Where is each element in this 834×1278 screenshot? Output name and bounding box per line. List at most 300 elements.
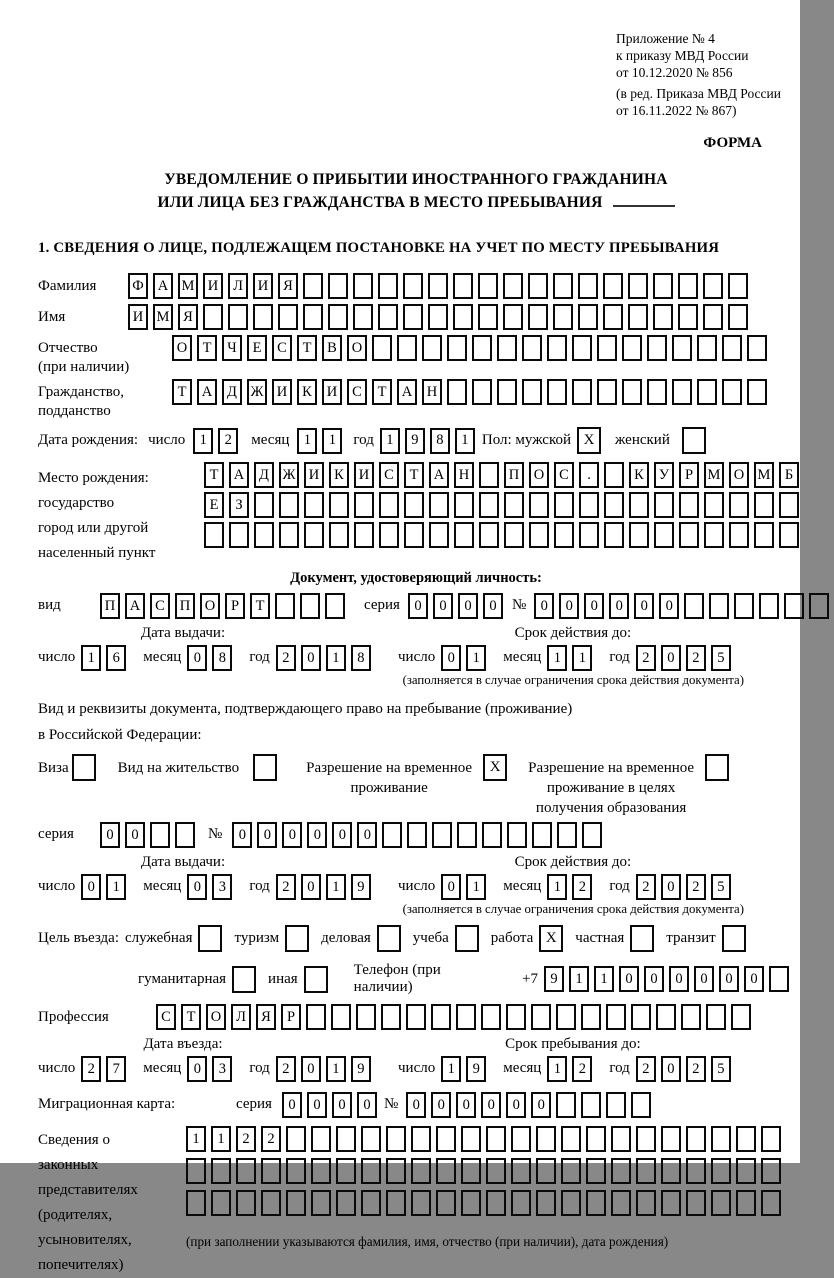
char-cell[interactable]: И xyxy=(354,462,374,488)
char-cell[interactable] xyxy=(553,273,573,299)
char-cell[interactable] xyxy=(709,593,729,619)
char-cell[interactable]: Т xyxy=(172,379,192,405)
char-cell[interactable] xyxy=(403,304,423,330)
char-cell[interactable]: 0 xyxy=(332,1092,352,1118)
char-cell[interactable]: И xyxy=(203,273,223,299)
char-cell[interactable]: 9 xyxy=(405,428,425,454)
char-cell[interactable] xyxy=(531,1004,551,1030)
checkbox-residence-permit[interactable] xyxy=(253,754,277,781)
char-cell[interactable]: О xyxy=(200,593,220,619)
char-cell[interactable]: 1 xyxy=(547,874,567,900)
char-cell[interactable] xyxy=(557,822,577,848)
char-cell[interactable] xyxy=(482,822,502,848)
char-cell[interactable] xyxy=(407,822,427,848)
char-cell[interactable] xyxy=(286,1190,306,1216)
char-cell[interactable]: 1 xyxy=(81,645,101,671)
checkbox-male[interactable]: X xyxy=(577,427,601,454)
char-cell[interactable] xyxy=(453,273,473,299)
char-cell[interactable]: 3 xyxy=(212,1056,232,1082)
char-cell[interactable] xyxy=(203,304,223,330)
char-cell[interactable] xyxy=(731,1004,751,1030)
char-cell[interactable] xyxy=(328,304,348,330)
char-cell[interactable] xyxy=(784,593,804,619)
char-cell[interactable]: Я xyxy=(178,304,198,330)
char-cell[interactable]: И xyxy=(128,304,148,330)
char-cell[interactable] xyxy=(211,1190,231,1216)
char-cell[interactable]: 0 xyxy=(559,593,579,619)
char-cell[interactable]: Е xyxy=(247,335,267,361)
char-cell[interactable]: 1 xyxy=(547,645,567,671)
char-cell[interactable]: 2 xyxy=(636,1056,656,1082)
char-cell[interactable]: 0 xyxy=(584,593,604,619)
char-cell[interactable]: Н xyxy=(422,379,442,405)
char-cell[interactable] xyxy=(261,1190,281,1216)
char-cell[interactable]: 5 xyxy=(711,1056,731,1082)
char-cell[interactable]: И xyxy=(322,379,342,405)
char-cell[interactable]: Р xyxy=(225,593,245,619)
char-cell[interactable]: 2 xyxy=(236,1126,256,1152)
char-cell[interactable]: 0 xyxy=(232,822,252,848)
char-cell[interactable]: А xyxy=(429,462,449,488)
char-cell[interactable] xyxy=(497,335,517,361)
char-cell[interactable] xyxy=(603,273,623,299)
char-cell[interactable] xyxy=(606,1092,626,1118)
char-cell[interactable]: 0 xyxy=(634,593,654,619)
char-cell[interactable] xyxy=(711,1190,731,1216)
char-cell[interactable] xyxy=(728,273,748,299)
char-cell[interactable] xyxy=(486,1158,506,1184)
char-cell[interactable]: 0 xyxy=(441,645,461,671)
char-cell[interactable] xyxy=(382,822,402,848)
char-cell[interactable] xyxy=(479,522,499,548)
char-cell[interactable]: К xyxy=(629,462,649,488)
char-cell[interactable]: 0 xyxy=(456,1092,476,1118)
char-cell[interactable] xyxy=(597,335,617,361)
char-cell[interactable] xyxy=(454,522,474,548)
char-cell[interactable] xyxy=(379,522,399,548)
char-cell[interactable]: С xyxy=(150,593,170,619)
char-cell[interactable] xyxy=(275,593,295,619)
char-cell[interactable]: А xyxy=(125,593,145,619)
checkbox-temp-permit[interactable]: X xyxy=(483,754,507,781)
char-cell[interactable]: О xyxy=(729,462,749,488)
char-cell[interactable] xyxy=(629,492,649,518)
char-cell[interactable]: . xyxy=(579,462,599,488)
char-cell[interactable]: 0 xyxy=(661,645,681,671)
char-cell[interactable] xyxy=(311,1126,331,1152)
char-cell[interactable]: 3 xyxy=(212,874,232,900)
char-cell[interactable]: 0 xyxy=(694,966,714,992)
char-cell[interactable] xyxy=(186,1158,206,1184)
char-cell[interactable]: 0 xyxy=(301,645,321,671)
char-cell[interactable]: О xyxy=(529,462,549,488)
char-cell[interactable] xyxy=(579,492,599,518)
char-cell[interactable]: 8 xyxy=(351,645,371,671)
char-cell[interactable] xyxy=(486,1126,506,1152)
char-cell[interactable]: С xyxy=(554,462,574,488)
char-cell[interactable] xyxy=(303,304,323,330)
char-cell[interactable]: 2 xyxy=(218,428,238,454)
char-cell[interactable]: Т xyxy=(297,335,317,361)
char-cell[interactable] xyxy=(411,1190,431,1216)
char-cell[interactable] xyxy=(679,522,699,548)
char-cell[interactable] xyxy=(679,492,699,518)
char-cell[interactable]: 0 xyxy=(531,1092,551,1118)
char-cell[interactable] xyxy=(704,522,724,548)
char-cell[interactable] xyxy=(504,522,524,548)
char-cell[interactable]: 0 xyxy=(506,1092,526,1118)
char-cell[interactable] xyxy=(356,1004,376,1030)
char-cell[interactable] xyxy=(736,1158,756,1184)
char-cell[interactable]: Ж xyxy=(279,462,299,488)
char-cell[interactable]: 2 xyxy=(261,1126,281,1152)
char-cell[interactable] xyxy=(729,492,749,518)
char-cell[interactable] xyxy=(236,1158,256,1184)
char-cell[interactable] xyxy=(759,593,779,619)
char-cell[interactable] xyxy=(586,1158,606,1184)
char-cell[interactable]: П xyxy=(100,593,120,619)
char-cell[interactable] xyxy=(325,593,345,619)
char-cell[interactable]: Р xyxy=(281,1004,301,1030)
char-cell[interactable] xyxy=(236,1190,256,1216)
char-cell[interactable]: 0 xyxy=(744,966,764,992)
char-cell[interactable]: З xyxy=(229,492,249,518)
char-cell[interactable] xyxy=(361,1126,381,1152)
char-cell[interactable]: 1 xyxy=(322,428,342,454)
char-cell[interactable] xyxy=(622,379,642,405)
char-cell[interactable] xyxy=(628,304,648,330)
char-cell[interactable]: О xyxy=(206,1004,226,1030)
char-cell[interactable] xyxy=(604,462,624,488)
char-cell[interactable]: К xyxy=(329,462,349,488)
char-cell[interactable] xyxy=(661,1126,681,1152)
char-cell[interactable] xyxy=(479,492,499,518)
char-cell[interactable] xyxy=(411,1126,431,1152)
char-cell[interactable]: 1 xyxy=(326,874,346,900)
char-cell[interactable] xyxy=(528,304,548,330)
checkbox-turizm[interactable] xyxy=(285,925,309,952)
char-cell[interactable] xyxy=(447,379,467,405)
char-cell[interactable] xyxy=(686,1158,706,1184)
char-cell[interactable]: 9 xyxy=(351,1056,371,1082)
char-cell[interactable]: 0 xyxy=(187,874,207,900)
char-cell[interactable] xyxy=(436,1190,456,1216)
char-cell[interactable]: Д xyxy=(254,462,274,488)
char-cell[interactable] xyxy=(532,822,552,848)
char-cell[interactable] xyxy=(286,1158,306,1184)
char-cell[interactable] xyxy=(636,1190,656,1216)
char-cell[interactable] xyxy=(403,273,423,299)
char-cell[interactable] xyxy=(479,462,499,488)
char-cell[interactable] xyxy=(684,593,704,619)
char-cell[interactable]: К xyxy=(297,379,317,405)
char-cell[interactable] xyxy=(381,1004,401,1030)
char-cell[interactable]: 1 xyxy=(211,1126,231,1152)
char-cell[interactable] xyxy=(528,273,548,299)
char-cell[interactable] xyxy=(761,1158,781,1184)
char-cell[interactable]: Т xyxy=(197,335,217,361)
char-cell[interactable] xyxy=(653,304,673,330)
char-cell[interactable] xyxy=(761,1126,781,1152)
char-cell[interactable]: Т xyxy=(372,379,392,405)
char-cell[interactable]: 0 xyxy=(307,822,327,848)
checkbox-edu-permit[interactable] xyxy=(705,754,729,781)
char-cell[interactable]: 2 xyxy=(572,1056,592,1082)
char-cell[interactable] xyxy=(461,1158,481,1184)
char-cell[interactable] xyxy=(447,335,467,361)
char-cell[interactable]: Т xyxy=(181,1004,201,1030)
char-cell[interactable]: 0 xyxy=(307,1092,327,1118)
char-cell[interactable] xyxy=(453,304,473,330)
char-cell[interactable] xyxy=(304,492,324,518)
char-cell[interactable] xyxy=(604,492,624,518)
char-cell[interactable] xyxy=(611,1158,631,1184)
char-cell[interactable]: 0 xyxy=(408,593,428,619)
char-cell[interactable]: С xyxy=(156,1004,176,1030)
char-cell[interactable]: А xyxy=(229,462,249,488)
char-cell[interactable]: 1 xyxy=(547,1056,567,1082)
char-cell[interactable] xyxy=(354,492,374,518)
char-cell[interactable] xyxy=(622,335,642,361)
char-cell[interactable] xyxy=(686,1126,706,1152)
char-cell[interactable] xyxy=(586,1126,606,1152)
char-cell[interactable] xyxy=(728,304,748,330)
char-cell[interactable] xyxy=(572,379,592,405)
char-cell[interactable]: Т xyxy=(204,462,224,488)
char-cell[interactable] xyxy=(736,1190,756,1216)
char-cell[interactable] xyxy=(636,1126,656,1152)
char-cell[interactable]: 1 xyxy=(466,874,486,900)
char-cell[interactable]: 1 xyxy=(297,428,317,454)
char-cell[interactable] xyxy=(697,335,717,361)
char-cell[interactable] xyxy=(478,273,498,299)
char-cell[interactable] xyxy=(436,1126,456,1152)
char-cell[interactable]: 2 xyxy=(276,874,296,900)
char-cell[interactable]: 5 xyxy=(711,874,731,900)
char-cell[interactable] xyxy=(561,1158,581,1184)
char-cell[interactable]: 0 xyxy=(282,822,302,848)
char-cell[interactable] xyxy=(328,273,348,299)
char-cell[interactable]: 0 xyxy=(357,822,377,848)
char-cell[interactable] xyxy=(572,335,592,361)
char-cell[interactable]: Ф xyxy=(128,273,148,299)
char-cell[interactable]: 8 xyxy=(212,645,232,671)
char-cell[interactable]: У xyxy=(654,462,674,488)
char-cell[interactable]: 2 xyxy=(276,645,296,671)
char-cell[interactable]: 0 xyxy=(187,1056,207,1082)
char-cell[interactable] xyxy=(703,304,723,330)
char-cell[interactable] xyxy=(722,335,742,361)
char-cell[interactable] xyxy=(511,1126,531,1152)
char-cell[interactable]: Л xyxy=(228,273,248,299)
char-cell[interactable] xyxy=(547,335,567,361)
char-cell[interactable] xyxy=(261,1158,281,1184)
char-cell[interactable]: 6 xyxy=(106,645,126,671)
char-cell[interactable] xyxy=(404,522,424,548)
char-cell[interactable]: 1 xyxy=(455,428,475,454)
char-cell[interactable] xyxy=(378,273,398,299)
char-cell[interactable]: И xyxy=(272,379,292,405)
char-cell[interactable]: 9 xyxy=(544,966,564,992)
char-cell[interactable]: И xyxy=(253,273,273,299)
char-cell[interactable]: 2 xyxy=(636,645,656,671)
char-cell[interactable] xyxy=(647,379,667,405)
char-cell[interactable]: 8 xyxy=(430,428,450,454)
char-cell[interactable]: 1 xyxy=(186,1126,206,1152)
char-cell[interactable]: 0 xyxy=(282,1092,302,1118)
char-cell[interactable]: 2 xyxy=(686,645,706,671)
char-cell[interactable]: 0 xyxy=(406,1092,426,1118)
char-cell[interactable] xyxy=(336,1126,356,1152)
char-cell[interactable] xyxy=(186,1190,206,1216)
char-cell[interactable]: 2 xyxy=(686,874,706,900)
char-cell[interactable] xyxy=(507,822,527,848)
char-cell[interactable]: 0 xyxy=(301,1056,321,1082)
char-cell[interactable] xyxy=(706,1004,726,1030)
char-cell[interactable]: 0 xyxy=(433,593,453,619)
char-cell[interactable]: М xyxy=(754,462,774,488)
char-cell[interactable]: 0 xyxy=(661,874,681,900)
char-cell[interactable] xyxy=(711,1126,731,1152)
char-cell[interactable]: 0 xyxy=(125,822,145,848)
char-cell[interactable] xyxy=(578,273,598,299)
char-cell[interactable] xyxy=(211,1158,231,1184)
char-cell[interactable]: Е xyxy=(204,492,224,518)
char-cell[interactable] xyxy=(556,1092,576,1118)
char-cell[interactable] xyxy=(704,492,724,518)
char-cell[interactable] xyxy=(411,1158,431,1184)
char-cell[interactable] xyxy=(378,304,398,330)
char-cell[interactable] xyxy=(253,304,273,330)
char-cell[interactable] xyxy=(354,522,374,548)
char-cell[interactable] xyxy=(536,1158,556,1184)
char-cell[interactable]: 9 xyxy=(351,874,371,900)
char-cell[interactable] xyxy=(734,593,754,619)
char-cell[interactable] xyxy=(386,1190,406,1216)
char-cell[interactable] xyxy=(553,304,573,330)
char-cell[interactable] xyxy=(306,1004,326,1030)
char-cell[interactable] xyxy=(300,593,320,619)
char-cell[interactable] xyxy=(631,1092,651,1118)
char-cell[interactable]: 2 xyxy=(276,1056,296,1082)
char-cell[interactable] xyxy=(379,492,399,518)
char-cell[interactable]: О xyxy=(172,335,192,361)
char-cell[interactable] xyxy=(703,273,723,299)
char-cell[interactable] xyxy=(672,335,692,361)
char-cell[interactable] xyxy=(631,1004,651,1030)
char-cell[interactable] xyxy=(511,1190,531,1216)
char-cell[interactable] xyxy=(472,379,492,405)
char-cell[interactable] xyxy=(503,304,523,330)
char-cell[interactable]: С xyxy=(379,462,399,488)
char-cell[interactable] xyxy=(228,304,248,330)
char-cell[interactable] xyxy=(361,1190,381,1216)
char-cell[interactable]: 0 xyxy=(81,874,101,900)
char-cell[interactable]: 1 xyxy=(326,1056,346,1082)
checkbox-ucheba[interactable] xyxy=(455,925,479,952)
char-cell[interactable]: С xyxy=(272,335,292,361)
char-cell[interactable] xyxy=(386,1158,406,1184)
char-cell[interactable] xyxy=(779,492,799,518)
char-cell[interactable] xyxy=(279,492,299,518)
char-cell[interactable] xyxy=(611,1126,631,1152)
char-cell[interactable] xyxy=(406,1004,426,1030)
char-cell[interactable] xyxy=(597,379,617,405)
char-cell[interactable] xyxy=(404,492,424,518)
char-cell[interactable] xyxy=(150,822,170,848)
char-cell[interactable]: С xyxy=(347,379,367,405)
char-cell[interactable] xyxy=(754,522,774,548)
char-cell[interactable]: 1 xyxy=(106,874,126,900)
char-cell[interactable] xyxy=(604,522,624,548)
checkbox-sluzhebnaya[interactable] xyxy=(198,925,222,952)
char-cell[interactable] xyxy=(606,1004,626,1030)
char-cell[interactable]: 1 xyxy=(441,1056,461,1082)
char-cell[interactable] xyxy=(779,522,799,548)
char-cell[interactable]: 0 xyxy=(661,1056,681,1082)
char-cell[interactable] xyxy=(175,822,195,848)
char-cell[interactable]: А xyxy=(153,273,173,299)
checkbox-gumanitarnaya[interactable] xyxy=(232,966,256,993)
char-cell[interactable] xyxy=(286,1126,306,1152)
char-cell[interactable] xyxy=(329,492,349,518)
char-cell[interactable] xyxy=(672,379,692,405)
char-cell[interactable]: 0 xyxy=(187,645,207,671)
char-cell[interactable] xyxy=(304,522,324,548)
char-cell[interactable]: 1 xyxy=(380,428,400,454)
char-cell[interactable]: 0 xyxy=(441,874,461,900)
char-cell[interactable]: 0 xyxy=(534,593,554,619)
char-cell[interactable] xyxy=(529,522,549,548)
char-cell[interactable] xyxy=(336,1158,356,1184)
char-cell[interactable] xyxy=(697,379,717,405)
char-cell[interactable] xyxy=(586,1190,606,1216)
char-cell[interactable]: 0 xyxy=(257,822,277,848)
char-cell[interactable] xyxy=(636,1158,656,1184)
char-cell[interactable] xyxy=(204,522,224,548)
char-cell[interactable]: 0 xyxy=(644,966,664,992)
char-cell[interactable] xyxy=(678,304,698,330)
char-cell[interactable] xyxy=(454,492,474,518)
char-cell[interactable]: 2 xyxy=(572,874,592,900)
char-cell[interactable]: 9 xyxy=(466,1056,486,1082)
char-cell[interactable] xyxy=(254,492,274,518)
char-cell[interactable]: Р xyxy=(679,462,699,488)
char-cell[interactable] xyxy=(654,492,674,518)
char-cell[interactable] xyxy=(761,1190,781,1216)
char-cell[interactable] xyxy=(511,1158,531,1184)
char-cell[interactable] xyxy=(628,273,648,299)
char-cell[interactable] xyxy=(722,379,742,405)
char-cell[interactable]: 5 xyxy=(711,645,731,671)
char-cell[interactable]: О xyxy=(347,335,367,361)
checkbox-chastnaya[interactable] xyxy=(630,925,654,952)
char-cell[interactable] xyxy=(711,1158,731,1184)
char-cell[interactable] xyxy=(578,304,598,330)
char-cell[interactable]: 0 xyxy=(669,966,689,992)
char-cell[interactable]: Л xyxy=(231,1004,251,1030)
char-cell[interactable] xyxy=(503,273,523,299)
char-cell[interactable] xyxy=(736,1126,756,1152)
checkbox-visa[interactable] xyxy=(72,754,96,781)
char-cell[interactable]: 1 xyxy=(326,645,346,671)
char-cell[interactable] xyxy=(429,522,449,548)
char-cell[interactable] xyxy=(522,379,542,405)
char-cell[interactable] xyxy=(554,492,574,518)
char-cell[interactable] xyxy=(386,1126,406,1152)
char-cell[interactable] xyxy=(397,335,417,361)
char-cell[interactable] xyxy=(561,1190,581,1216)
